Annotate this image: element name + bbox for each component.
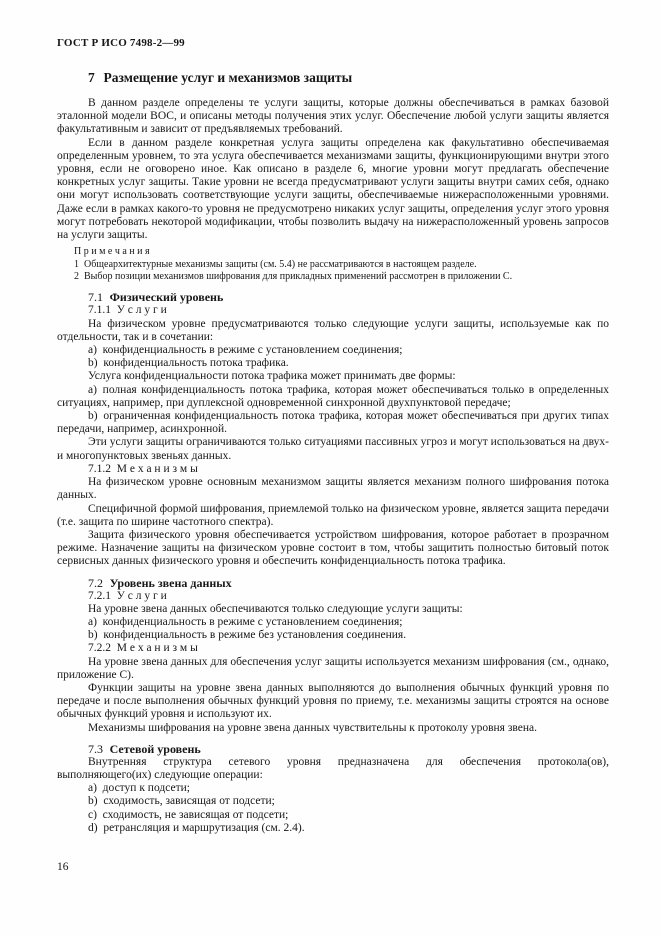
s71-mech-paragraph-1: На физическом уровне основным механизмом защиты является механизм полного шифрования потока данных.	[57, 476, 609, 502]
list-item: a) конфиденциальность в режиме с установлением соединения;	[88, 615, 403, 628]
section-7-2-heading	[57, 576, 609, 590]
list-item: a) полная конфиденциальность потока трафика, которая может обеспечиваться только в определенных ситуациях, например, при дуплексной одновременной синхронной двухпунктовой передаче;	[57, 383, 609, 409]
page-content	[57, 37, 609, 873]
notes-block	[57, 246, 609, 283]
section-7-title: Размещение услуг и механизмов защиты	[103, 70, 353, 85]
section-7-2-1-heading: 7.2.1 У с л у г и	[88, 589, 167, 602]
section-7-2-number: 7.2	[88, 575, 103, 590]
s71-services-scope: Эти услуги защиты ограничиваются только ситуациями пассивных угроз и могут использоваться на двух- и многопунктовых звеньях данных.	[57, 436, 609, 462]
s71-forms-intro: Услуга конфиденциальности потока трафика может принимать две формы:	[88, 370, 456, 383]
list-item: b) ограниченная конфиденциальность потока трафика, которая может обеспечиваться при других типах передачи, например, асинхронной.	[57, 410, 609, 436]
doc-code-header: ГОСТ Р ИСО 7498-2—99	[57, 37, 185, 49]
s72-mech-paragraph-3: Механизмы шифрования на уровне звена данных чувствительны к протоколу уровня звена.	[88, 721, 537, 734]
section-7-3-number: 7.3	[88, 741, 103, 756]
section-7-3-heading	[57, 742, 609, 756]
notes-title: П р и м е ч а н и я	[74, 246, 150, 258]
note-item-2: 2 Выбор позиции механизмов шифрования для прикладных применений рассмотрен в приложении С.	[74, 271, 513, 283]
section-7-number: 7	[88, 70, 95, 85]
list-item: a) конфиденциальность в режиме с установлением соединения;	[88, 344, 403, 357]
section-7-1-title: Физический уровень	[109, 290, 224, 305]
section-7-2-2-heading: 7.2.2 М е х а н и з м ы	[88, 642, 198, 655]
section-7-1-number: 7.1	[88, 290, 103, 305]
note-item-1: 1 Общеархитектурные механизмы защиты (см. 5.4) не рассматриваются в настоящем разделе.	[74, 258, 477, 270]
s72-mech-paragraph-1: На уровне звена данных для обеспечения услуг защиты используется механизм шифрования (см., однако, приложение С).	[57, 655, 609, 681]
s73-intro: Внутренняя структура сетевого уровня предназначена для обеспечения протокола(ов), выполняющего(их) следующие операции:	[57, 755, 609, 781]
list-item: b) сходимость, зависящая от подсети;	[88, 795, 275, 808]
section-7-1-2-heading: 7.1.2 М е х а н и з м ы	[88, 462, 198, 475]
list-item: b) конфиденциальность в режиме без установления соединения.	[88, 629, 407, 642]
section-7-1-1-heading: 7.1.1 У с л у г и	[88, 304, 167, 317]
intro-paragraph-2: Если в данном разделе конкретная услуга защиты определена как факультативно обеспечиваемая определенным уровнем, то эта услуга обеспечивается механизмами защиты, функционирующими внутри этого уровня, если не оговорено иное. Как описано в разделе 6, многие уровни могут предлагать обеспечение конкретных услуг защиты. Такие уровни не всегда предусматривают услуги защиты внутри самих себя, однако они могут использовать соответствующие услуги защиты, обеспечиваемые нижерасположенными уровнями. Даже если в рамках какого-то уровня не предусмотрено никаких услуг защиты, определения услуг этого уровня могут потребовать некоторой модификации, чтобы позволить выдачу на нижерасположенный уровень запросов на услуги защиты.	[57, 136, 609, 242]
s72-mech-paragraph-2: Функции защиты на уровне звена данных выполняются до выполнения обычных функций уровня по передаче и после выполнения обычных функций уровня по приему, т.е. механизмы защиты строятся на основе обычных функций уровня и используют их.	[57, 681, 609, 721]
s71-services-intro: На физическом уровне предусматриваются только следующие услуги защиты, используемые как по отдельности, так и в сочетании:	[57, 317, 609, 343]
s72-services-intro: На уровне звена данных обеспечиваются только следующие услуги защиты:	[88, 602, 463, 615]
section-7-heading	[57, 70, 609, 86]
list-item: d) ретрансляция и маршрутизация (см. 2.4).	[88, 821, 305, 834]
section-7-1-heading	[57, 290, 609, 304]
intro-paragraph-1: В данном разделе определены те услуги защиты, которые должны обеспечиваться в рамках базовой эталонной модели ВОС, и описаны методы получения этих услуг. Обеспечение любой услуги защиты является факультативным и зависит от предъявляемых требований.	[57, 97, 609, 136]
list-item: b) конфиденциальность потока трафика.	[88, 357, 289, 370]
page-number: 16	[57, 860, 69, 873]
section-7-2-title: Уровень звена данных	[109, 575, 232, 590]
list-item: c) сходимость, не зависящая от подсети;	[88, 808, 289, 821]
s71-mech-paragraph-3: Защита физического уровня обеспечивается устройством шифрования, которое работает в прозрачном режиме. Назначение защиты на физическом уровне состоит в том, чтобы защитить полностью битовый поток сервисных данных физического уровня и обеспечить конфиденциальность потока трафика.	[57, 528, 609, 568]
list-item: a) доступ к подсети;	[88, 782, 190, 795]
section-7-3-title: Сетевой уровень	[109, 741, 201, 756]
s71-mech-paragraph-2: Специфичной формой шифрования, приемлемой только на физическом уровне, является защита передачи (т.е. защита по ширине частотного спектра).	[57, 502, 609, 528]
